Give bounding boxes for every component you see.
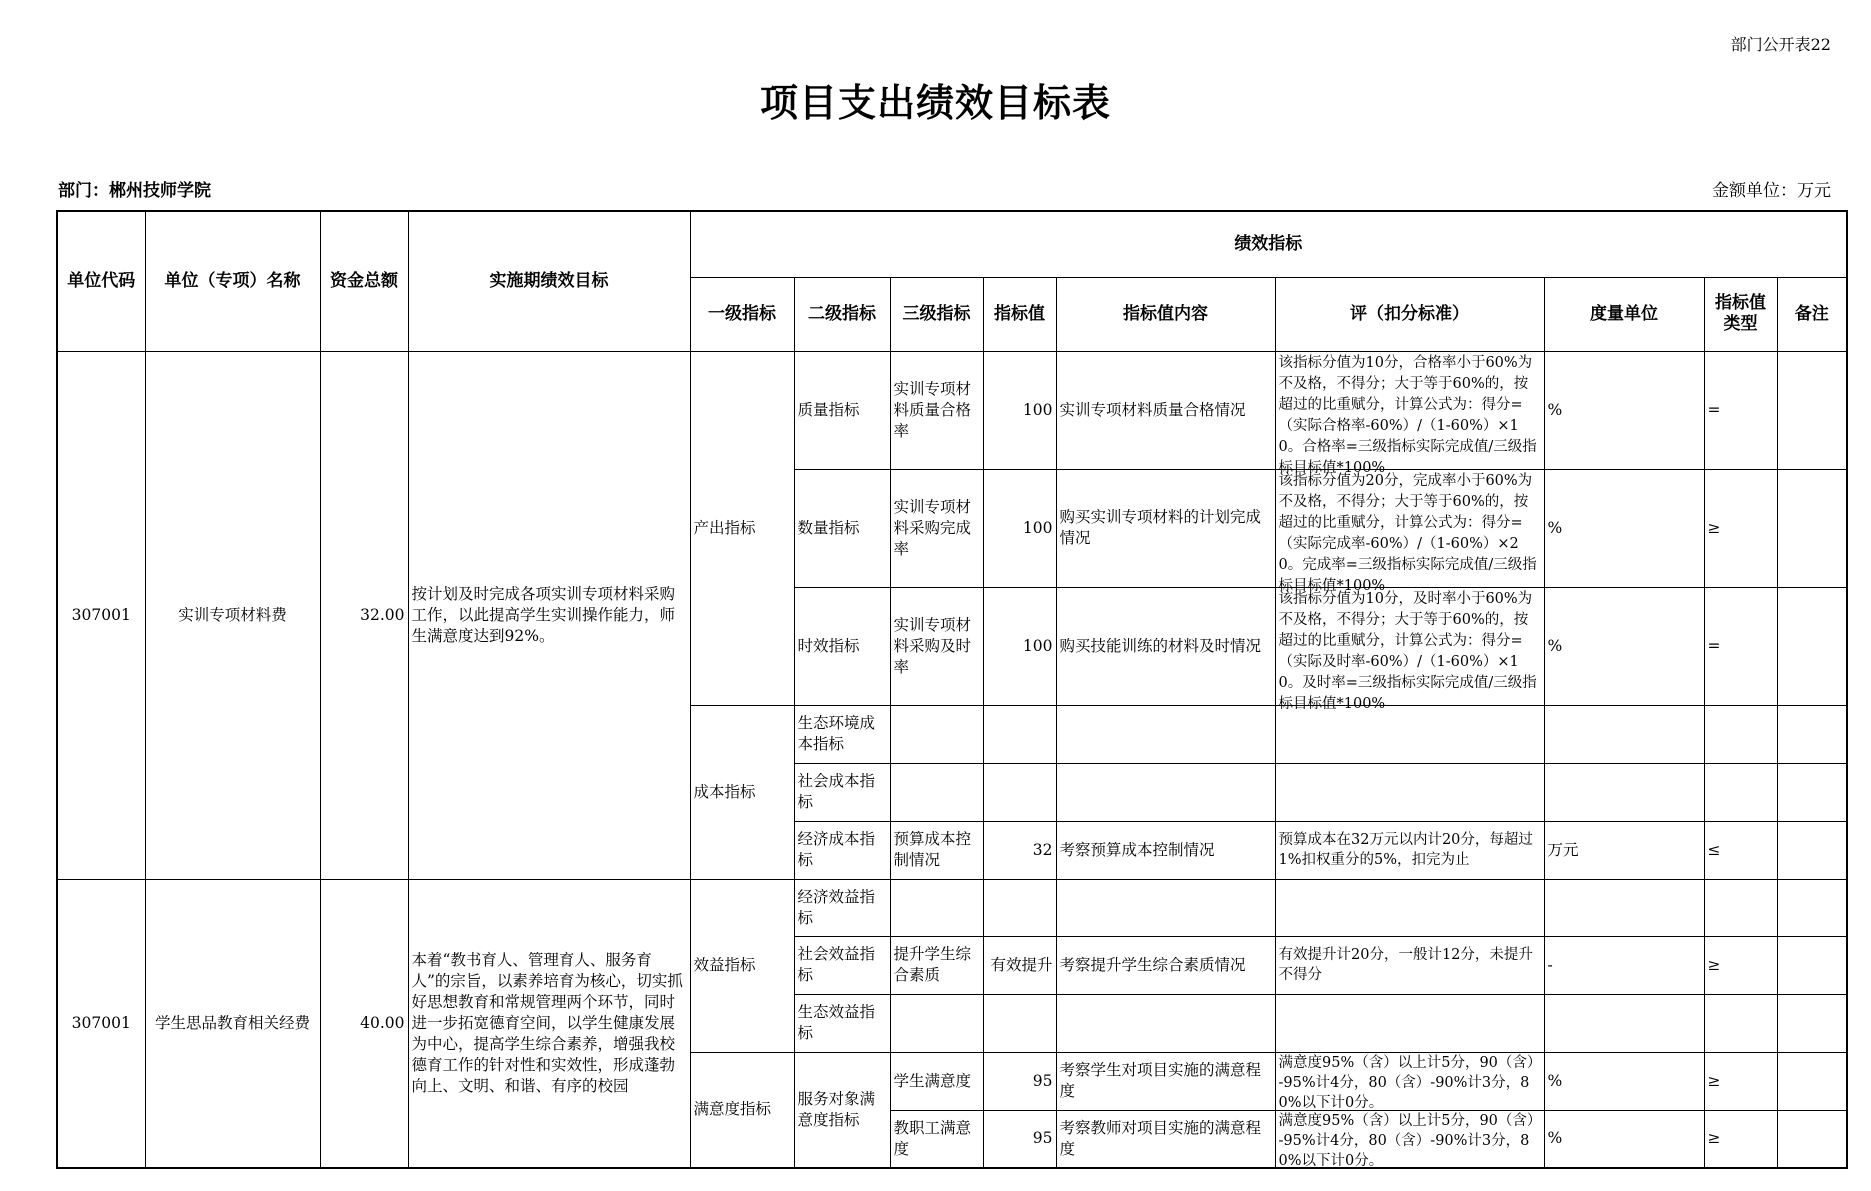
value-cell [983,879,1056,936]
value-cell: 32 [983,821,1056,879]
table-row [57,351,1847,469]
level2-cell: 社会成本指标 [794,763,890,821]
criteria-cell [1275,351,1544,476]
amount-cell: 40.00 [320,879,408,1168]
level3-cell: 学生满意度 [890,1052,983,1110]
measure-unit-cell [1544,879,1704,936]
level2-cell: 生态效益指标 [794,994,890,1052]
level2-cell: 经济效益指标 [794,879,890,936]
criteria-cell [1275,994,1544,1052]
value-type-cell: = [1704,587,1777,705]
value-type-cell [1704,879,1777,936]
col-value: 指标值 [983,277,1056,351]
level3-cell: 实训专项材料采购及时率 [890,587,983,705]
col-level2: 二级指标 [794,277,890,351]
level1-cell: 成本指标 [690,705,794,879]
measure-unit-cell: 万元 [1544,821,1704,879]
remark-cell [1777,1110,1847,1168]
criteria-text: 该指标分值为20分，完成率小于60%为不及格，不得分；大于等于60%的，按超过的比重赋分，计算公式为：得分=（实际完成率-60%）/（1-60%）×20。完成率=三级指标实际完成值/三级指标目标值*100% [1278,473,1537,594]
value-cell [983,763,1056,821]
col-unit-name: 单位（专项）名称 [145,211,320,351]
content-cell: 考察预算成本控制情况 [1056,821,1275,879]
criteria-cell [1275,879,1544,936]
level2-cell: 时效指标 [794,587,890,705]
criteria-cell [1275,936,1544,994]
level3-cell: 实训专项材料质量合格率 [890,351,983,469]
remark-cell [1777,705,1847,763]
value-type-cell [1704,763,1777,821]
col-content: 指标值内容 [1056,277,1275,351]
table-row [57,879,1847,936]
level2-cell: 数量指标 [794,469,890,587]
col-measure-unit: 度量单位 [1544,277,1704,351]
criteria-text: 预算成本在32万元以内计20分，每超过1%扣权重分的5%，扣完为止 [1278,832,1533,868]
remark-cell [1777,469,1847,587]
content-cell: 考察提升学生综合素质情况 [1056,936,1275,994]
col-level1: 一级指标 [690,277,794,351]
criteria-text: 该指标分值为10分，及时率小于60%为不及格，不得分；大于等于60%的，按超过的比重赋分，计算公式为：得分=（实际及时率-60%）/（1-60%）×10。及时率=三级指标实际完成值/三级指标目标值*100% [1278,591,1537,712]
criteria-cell [1275,1110,1544,1168]
level3-cell: 实训专项材料采购完成率 [890,469,983,587]
content-cell: 购买技能训练的材料及时情况 [1056,587,1275,705]
remark-cell [1777,879,1847,936]
table-number: 部门公开表22 [1730,35,1831,54]
measure-unit-cell [1544,994,1704,1052]
content-cell [1056,879,1275,936]
unit-code-cell: 307001 [57,879,145,1168]
header-row-1 [57,211,1847,277]
measure-unit-cell: - [1544,936,1704,994]
col-value-type: 指标值类型 [1704,277,1777,351]
criteria-cell [1275,1052,1544,1110]
content-cell [1056,705,1275,763]
level3-cell [890,763,983,821]
remark-cell [1777,587,1847,705]
remark-cell [1777,821,1847,879]
unit-code-cell: 307001 [57,351,145,879]
unit-name-cell: 学生思品教育相关经费 [145,879,320,1168]
criteria-cell [1275,587,1544,712]
value-type-cell: ≥ [1704,1052,1777,1110]
measure-unit-cell [1544,763,1704,821]
col-goal: 实施期绩效目标 [408,211,690,351]
col-total-funds: 资金总额 [320,211,408,351]
remark-cell [1777,936,1847,994]
value-cell: 100 [983,351,1056,469]
remark-cell [1777,994,1847,1052]
criteria-cell [1275,821,1544,879]
value-cell: 95 [983,1110,1056,1168]
level1-cell: 产出指标 [690,351,794,705]
value-type-cell [1704,705,1777,763]
criteria-text: 满意度95%（含）以上计5分，90（含）-95%计4分，80（含）-90%计3分，80%以下计0分。 [1278,1055,1535,1111]
value-type-cell: ≥ [1704,1110,1777,1168]
level2-cell: 生态环境成本指标 [794,705,890,763]
value-cell: 有效提升 [983,936,1056,994]
content-cell: 实训专项材料质量合格情况 [1056,351,1275,469]
content-cell: 购买实训专项材料的计划完成情况 [1056,469,1275,587]
page-title: 项目支出绩效目标表 [759,80,1111,125]
col-level3: 三级指标 [890,277,983,351]
col-perf-group: 绩效指标 [690,211,1847,277]
value-cell: 95 [983,1052,1056,1110]
level3-cell [890,994,983,1052]
amount-unit-label: 金额单位：万元 [1712,181,1831,201]
level2-cell: 质量指标 [794,351,890,469]
goal-cell: 按计划及时完成各项实训专项材料采购工作，以此提高学生实训操作能力，师生满意度达到92%。 [408,351,690,879]
remark-cell [1777,351,1847,469]
criteria-text: 该指标分值为10分，合格率小于60%为不及格，不得分；大于等于60%的，按超过的比重赋分，计算公式为：得分=（实际合格率-60%）/（1-60%）×10。合格率=三级指标实际完成值/三级指标目标值*100% [1278,355,1537,476]
measure-unit-cell: % [1544,587,1704,705]
level2-cell: 经济成本指标 [794,821,890,879]
level2-cell: 服务对象满意度指标 [794,1052,890,1168]
level2-cell: 社会效益指标 [794,936,890,994]
criteria-cell [1275,469,1544,594]
content-cell: 考察教师对项目实施的满意程度 [1056,1110,1275,1168]
measure-unit-cell [1544,705,1704,763]
value-type-cell: ≤ [1704,821,1777,879]
level3-cell [890,705,983,763]
level1-cell: 满意度指标 [690,1052,794,1168]
level1-cell: 效益指标 [690,879,794,1052]
value-cell: 100 [983,469,1056,587]
department-label: 部门：郴州技师学院 [58,181,211,201]
content-cell: 考察学生对项目实施的满意程度 [1056,1052,1275,1110]
criteria-text: 有效提升计20分，一般计12分，未提升不得分 [1278,947,1533,983]
unit-name-cell: 实训专项材料费 [145,351,320,879]
content-cell [1056,763,1275,821]
measure-unit-cell: % [1544,469,1704,587]
value-cell: 100 [983,587,1056,705]
content-cell [1056,994,1275,1052]
criteria-cell [1275,763,1544,821]
value-type-cell: ≥ [1704,469,1777,587]
col-remark: 备注 [1777,277,1847,351]
level3-cell: 预算成本控制情况 [890,821,983,879]
measure-unit-cell: % [1544,1052,1704,1110]
level3-cell [890,879,983,936]
value-type-cell: ≥ [1704,936,1777,994]
value-type-cell: = [1704,351,1777,469]
col-criteria: 评（扣分标准） [1275,277,1544,351]
level3-cell: 教职工满意度 [890,1110,983,1168]
measure-unit-cell: % [1544,351,1704,469]
value-cell [983,994,1056,1052]
goal-cell: 本着“教书育人、管理育人、服务育人”的宗旨，以素养培育为核心，切实抓好思想教育和常规管理两个环节，同时进一步拓宽德育空间，以学生健康发展为中心，提高学生综合素养，增强我校德育工作的针对性和实效性，形成蓬勃向上、文明、和谐、有序的校园 [408,879,690,1168]
col-unit-code: 单位代码 [57,211,145,351]
criteria-text: 满意度95%（含）以上计5分，90（含）-95%计4分，80（含）-90%计3分，80%以下计0分。 [1278,1112,1535,1169]
value-type-cell [1704,994,1777,1052]
level3-cell: 提升学生综合素质 [890,936,983,994]
value-cell [983,705,1056,763]
performance-table [56,210,1848,1169]
amount-cell: 32.00 [320,351,408,879]
measure-unit-cell: % [1544,1110,1704,1168]
remark-cell [1777,763,1847,821]
remark-cell [1777,1052,1847,1110]
